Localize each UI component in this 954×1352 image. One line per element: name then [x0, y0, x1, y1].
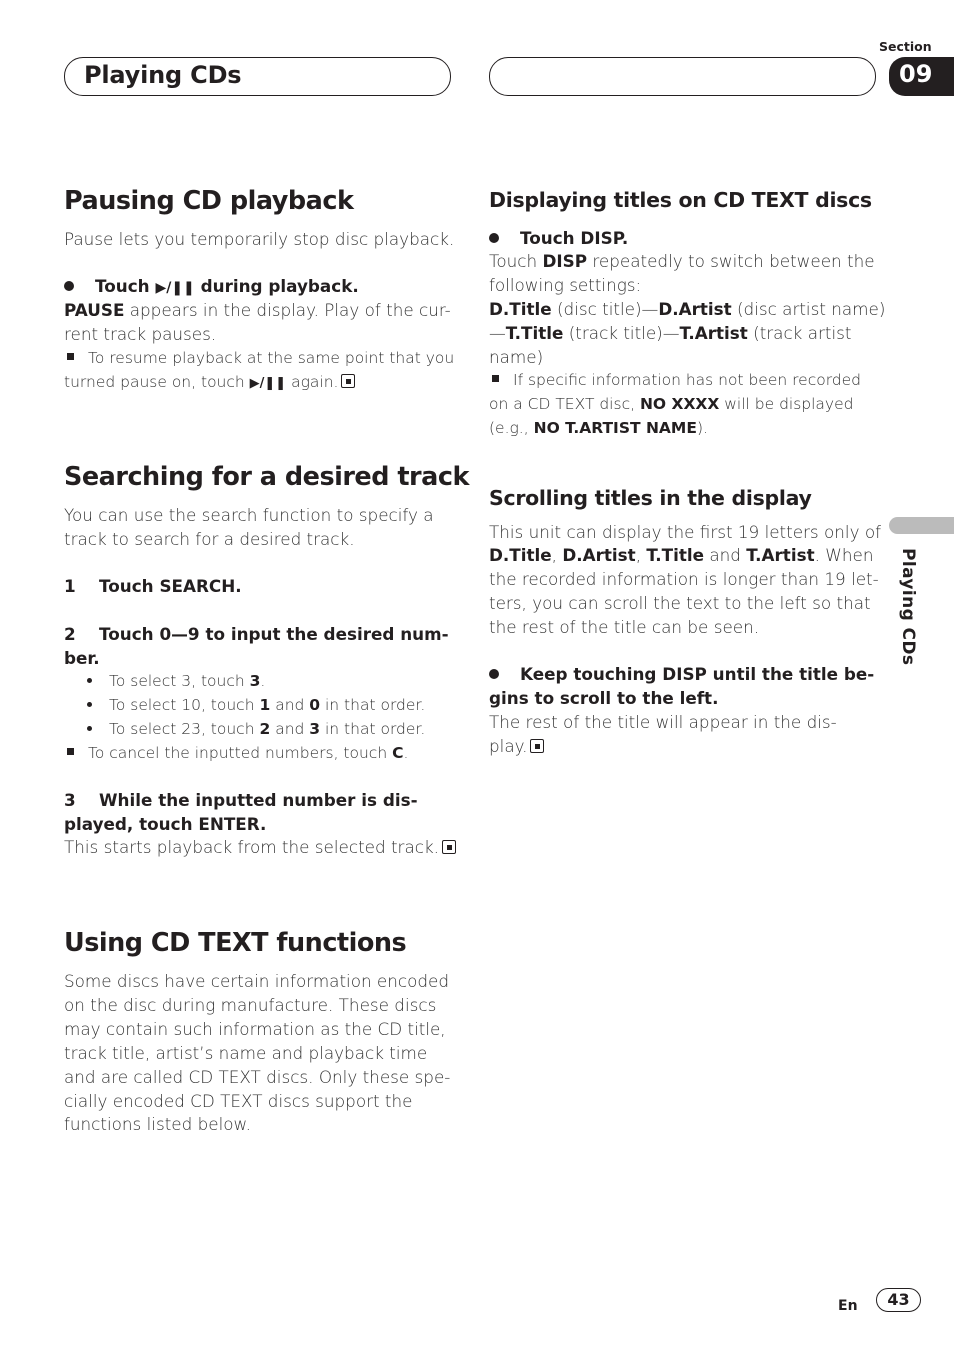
heading-cdtext: Using CD TEXT functions	[64, 928, 407, 958]
pausing-body-line1: PAUSE appears in the display. Play of the cur-	[64, 300, 451, 320]
scrolling-line1: This unit can display the first 19 letters only of	[489, 522, 882, 542]
page-number: 43	[876, 1288, 921, 1312]
titles-line5: name)	[489, 347, 544, 367]
scrolling-step-line2: gins to scroll to the left.	[489, 688, 719, 708]
header-blank-pill	[489, 57, 876, 96]
side-tab-label: Playing CDs	[898, 548, 918, 666]
titles-note-line1: If specific information has not been recorded	[489, 368, 861, 392]
pausing-body-line2: rent track pauses.	[64, 324, 217, 344]
list-item: To select 23, touch 2 and 3 in that order.	[87, 717, 425, 741]
searching-step3-line1: 3 While the inputted number is dis-	[64, 790, 418, 810]
note-square-icon	[492, 375, 499, 382]
heading-scrolling: Scrolling titles in the display	[489, 486, 812, 510]
cdtext-line: track title, artist’s name and playback time	[64, 1043, 428, 1063]
searching-intro-line1: You can use the search function to specify a	[64, 505, 434, 525]
bullet-icon	[87, 678, 92, 683]
pausing-intro: Pause lets you temporarily stop disc playback.	[64, 229, 455, 249]
side-tab-bar	[889, 517, 954, 534]
list-item: To select 10, touch 1 and 0 in that order.	[87, 693, 425, 717]
cdtext-line: and are called CD TEXT discs. Only these spe-	[64, 1067, 451, 1087]
heading-searching: Searching for a desired track	[64, 462, 469, 492]
searching-step1: 1 Touch SEARCH.	[64, 576, 242, 596]
heading-pausing: Pausing CD playback	[64, 186, 354, 216]
bullet-icon	[87, 726, 92, 731]
cdtext-line: Some discs have certain information encoded	[64, 971, 450, 991]
searching-step3-body: This starts playback from the selected track.	[64, 835, 456, 859]
titles-line4: —T.Title (track title)—T.Artist (track artist	[489, 323, 852, 343]
scrolling-step-line1: Keep touching DISP until the title be-	[489, 662, 874, 686]
section-number: 09	[889, 57, 954, 96]
chapter-header	[64, 57, 451, 96]
cdtext-line: functions listed below.	[64, 1114, 252, 1134]
scrolling-line3: the recorded information is longer than 19 let-	[489, 569, 879, 589]
pausing-note-line1: To resume playback at the same point that you	[64, 346, 454, 370]
step-bullet-icon	[64, 281, 74, 291]
searching-cancel-note: To cancel the inputted numbers, touch C.	[64, 741, 408, 765]
scrolling-line4: ters, you can scroll the text to the left so that	[489, 593, 871, 613]
titles-line1: Touch DISP repeatedly to switch between the	[489, 251, 875, 271]
step-bullet-icon	[489, 669, 499, 679]
cdtext-line: cially encoded CD TEXT discs support the	[64, 1091, 413, 1111]
searching-step3-line2: played, touch ENTER.	[64, 814, 267, 834]
play-pause-icon: ▶/❚❚	[249, 376, 287, 391]
heading-displaying-titles: Displaying titles on CD TEXT discs	[489, 188, 872, 212]
chapter-title: Playing CDs	[84, 61, 242, 89]
titles-step: Touch DISP.	[489, 226, 628, 250]
titles-note-line3: (e.g., NO T.ARTIST NAME).	[489, 419, 708, 437]
end-mark-icon	[442, 840, 456, 854]
step-bullet-icon	[489, 233, 499, 243]
titles-line3: D.Title (disc title)—D.Artist (disc artist name)	[489, 299, 886, 319]
section-label: Section	[879, 39, 932, 54]
bullet-icon	[87, 702, 92, 707]
pausing-step: Touch ▶/❚❚ during playback.	[64, 274, 359, 300]
end-mark-icon	[530, 739, 544, 753]
cdtext-line: on the disc during manufacture. These discs	[64, 995, 437, 1015]
searching-step2-line1: 2 Touch 0—9 to input the desired num-	[64, 624, 449, 644]
end-mark-icon	[341, 374, 355, 388]
titles-line2: following settings:	[489, 275, 642, 295]
cdtext-line: may contain such information as the CD title,	[64, 1019, 446, 1039]
scrolling-body-line2: play.	[489, 734, 544, 758]
note-square-icon	[67, 353, 74, 360]
pausing-note-line2: turned pause on, touch ▶/❚❚ again.	[64, 370, 355, 396]
scrolling-body-line1: The rest of the title will appear in the dis-	[489, 712, 837, 732]
list-item: To select 3, touch 3.	[87, 669, 265, 693]
searching-step2-line2: ber.	[64, 648, 100, 668]
scrolling-line5: the rest of the title can be seen.	[489, 617, 760, 637]
footer-language: En	[838, 1298, 858, 1314]
scrolling-line2: D.Title, D.Artist, T.Title and T.Artist. When	[489, 545, 874, 565]
note-square-icon	[67, 748, 74, 755]
play-pause-icon: ▶/❚❚	[155, 280, 195, 296]
searching-intro-line2: track to search for a desired track.	[64, 529, 355, 549]
titles-note-line2: on a CD TEXT disc, NO XXXX will be displayed	[489, 395, 854, 413]
